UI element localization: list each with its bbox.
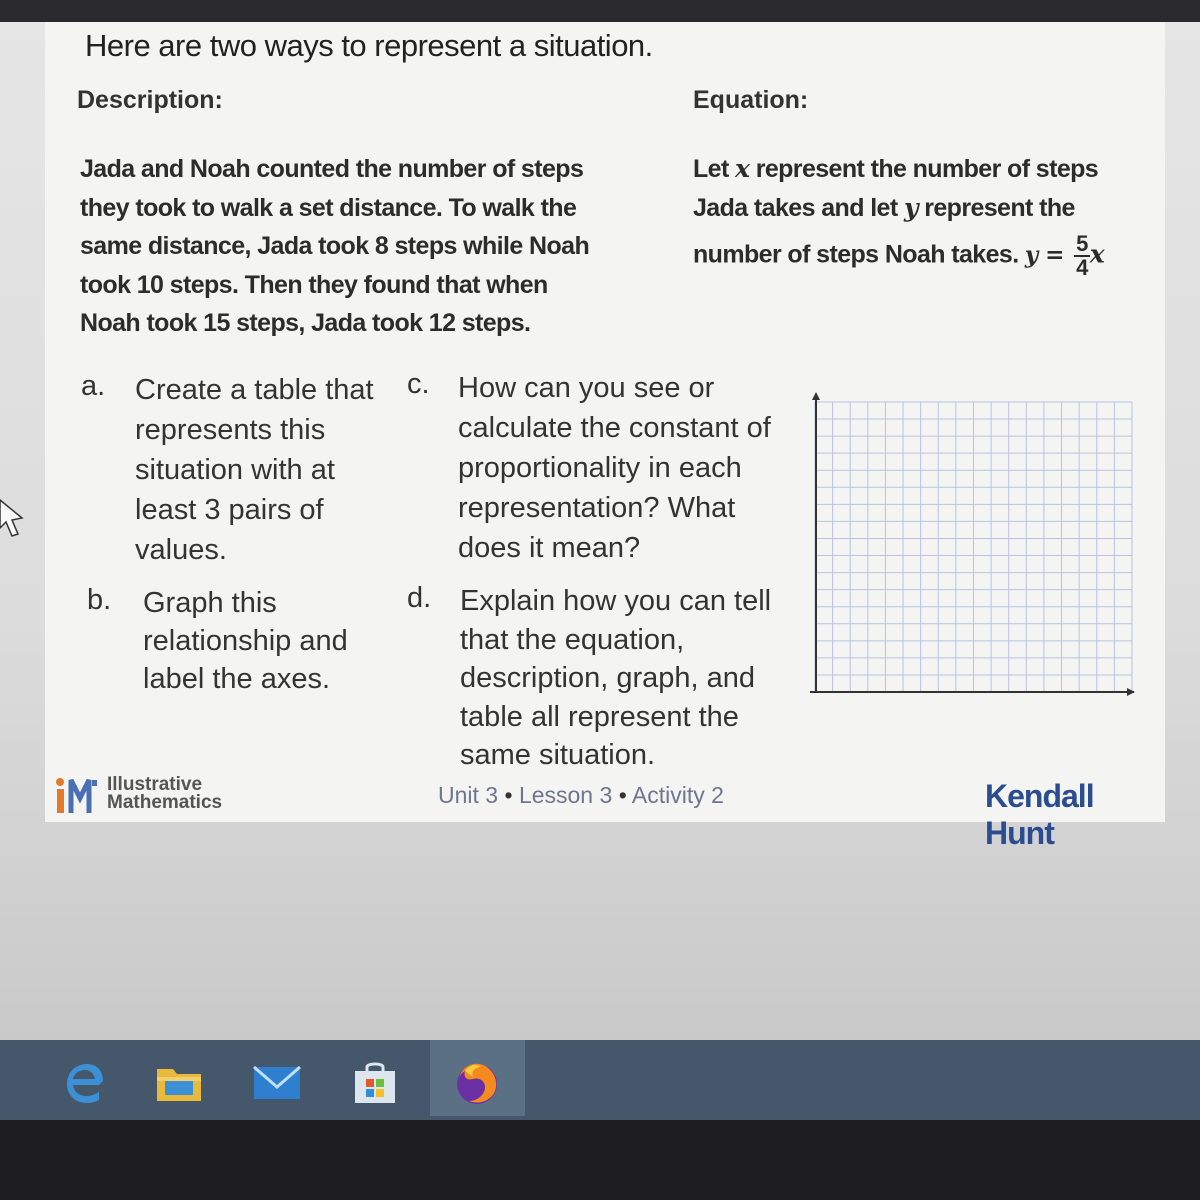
page-title: Here are two ways to represent a situation. [85,28,653,63]
description-header: Description: [77,86,223,114]
equation-line-2 [693,189,1133,228]
equation-line-1 [693,150,1133,189]
edge-icon-glyph [59,1059,107,1107]
question-line: same situation. [460,739,656,771]
question-a-letter: a. [81,370,106,402]
equation-text-part: represent the number of steps [749,155,1099,183]
equation-y-equals: y = [1024,241,1064,269]
window-top-edge [0,0,1200,22]
equation-text-part: Jada takes and let [693,193,904,222]
mouse-cursor-icon [0,498,30,542]
store-icon[interactable] [344,1052,406,1114]
unit-label: Unit 3 [438,782,499,808]
question-c-text [458,368,771,568]
mail-icon[interactable] [246,1052,308,1114]
question-b-letter: b. [87,584,112,616]
fraction-numerator: 5 [1076,231,1088,256]
envelope-icon [251,1063,303,1103]
question-line: How can you see or [458,372,715,404]
variable-x: x [735,154,750,183]
question-d-text [460,582,771,775]
edge-icon[interactable] [52,1052,114,1114]
description-line: took 10 steps. Then they found that when [80,270,548,299]
equation-text-part: Let [693,155,736,183]
question-line: least 3 pairs of [135,494,324,526]
firefox-icon[interactable] [446,1052,508,1114]
equation-header: Equation: [693,86,809,114]
activity-label: Activity 2 [631,782,724,808]
folder-icon [153,1061,205,1105]
question-line: table all represent the [460,700,739,733]
shopping-bag-icon [349,1059,401,1107]
fraction-five-fourths [1074,233,1090,279]
question-line: proportionality in each [458,452,742,484]
firefox-globe-icon [451,1057,503,1109]
variable-y: y [903,192,918,222]
monitor-bezel-bottom [0,1120,1200,1200]
equation-text-part: represent the [917,193,1075,222]
description-line: same distance, Jada took 8 steps while Noah [80,232,590,260]
question-line: situation with at [135,454,335,486]
question-line: that the equation, [460,623,685,656]
blank-coordinate-grid [810,392,1135,697]
question-line: description, graph, and [460,662,756,694]
fraction-denominator: 4 [1076,255,1088,280]
description-text [80,150,600,343]
taskbar [0,1040,1200,1120]
question-line: Explain how you can tell [460,585,772,617]
description-line: Noah took 15 steps, Jada took 12 steps. [80,309,531,337]
variable-x: x [1089,239,1105,269]
question-line: representation? What [458,492,736,524]
question-line: relationship and [143,625,348,657]
question-line: calculate the constant of [458,412,771,444]
worksheet-page [45,22,1165,851]
equation-text [693,150,1133,279]
y-axis-arrow [812,392,820,400]
question-line: label the axes. [143,663,331,695]
equation-line-3 [693,233,1133,279]
equation-text-part: number of steps Noah takes. [693,240,1025,269]
publisher-logo: Kendall Hunt [985,778,1094,851]
question-line: Graph this [143,587,277,619]
description-line: Jada and Noah counted the number of steps [80,155,584,183]
illustrative-mathematics-logo [49,774,239,818]
question-line: represents this [135,414,326,446]
logo-line-1: Illustrative [107,774,203,795]
description-line: they took to walk a set distance. To walk the [80,193,577,222]
lesson-label: Lesson 3 [518,782,613,808]
question-c-letter: c. [407,368,430,400]
file-explorer-icon[interactable] [148,1052,210,1114]
bullet-separator: • [618,782,627,808]
question-b-text [143,584,348,698]
logo-line-2: Mathematics [107,792,223,813]
question-line: does it mean? [458,532,641,564]
bullet-separator: • [504,782,513,808]
question-line: values. [135,534,227,566]
question-a-text [135,370,374,570]
question-d-letter: d. [407,582,432,614]
lesson-reference [438,782,724,809]
question-line: Create a table that [135,374,374,406]
x-axis-arrow [1127,688,1135,696]
im-logo-icon [49,774,105,818]
